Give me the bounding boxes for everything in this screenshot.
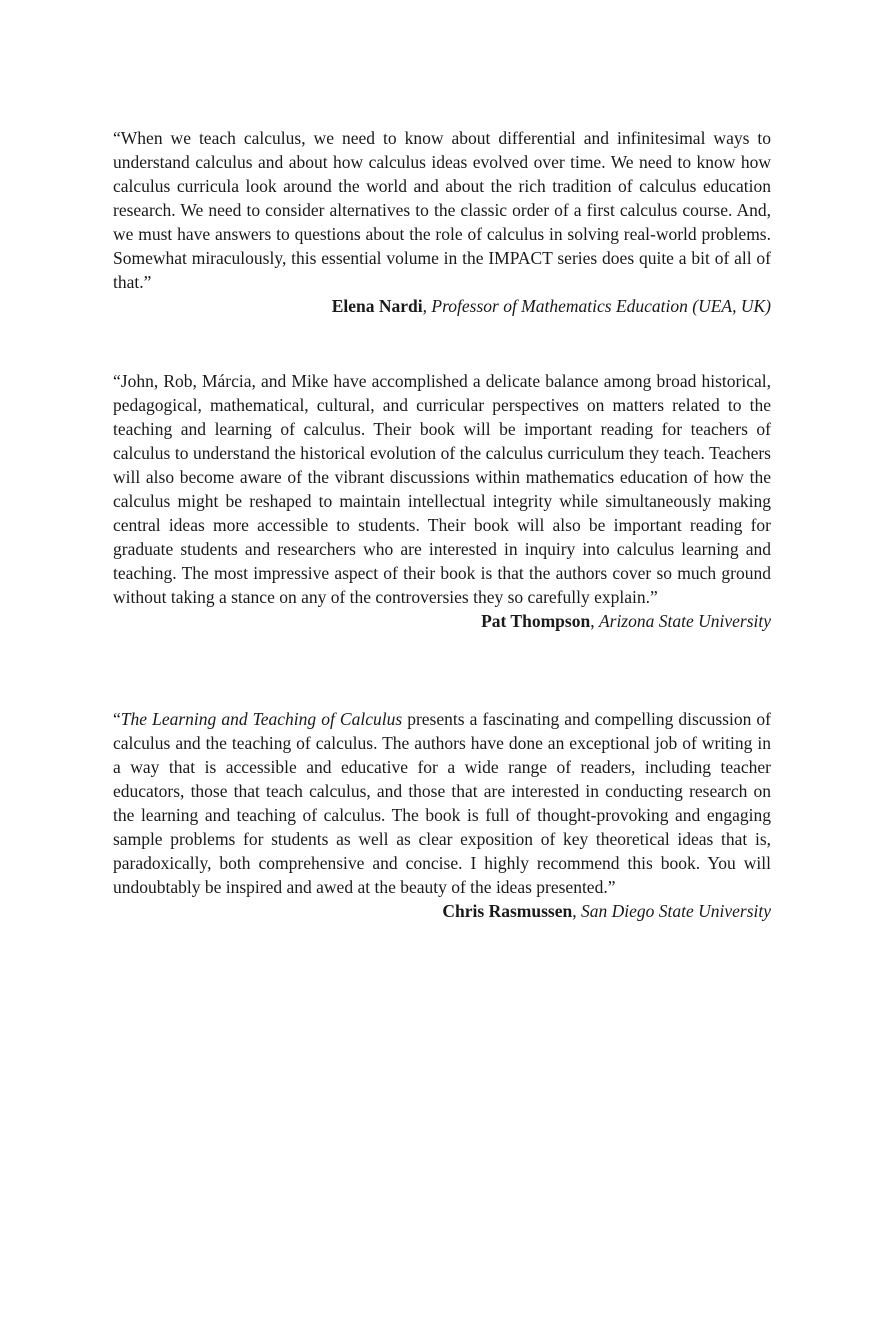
attribution-separator: , <box>572 901 581 921</box>
author-affiliation: San Diego State University <box>580 901 771 921</box>
quote-text: John, Rob, Márcia, and Mike have accomplished a delicate balance among broad historical, pedagogical, mathematical, cultural, and curricular perspectives on matters related to the teaching and learning of calculus. Their book will be important reading for teachers of calculus to understand the historical evolution of the calculus curriculum they teach. Teachers will also become aware of the vibrant discussions within mathematics education of how the calculus might be reshaped to maintain intellectual integrity while simultaneously making central ideas more accessible to students. Their book will also be important reading for graduate students and researchers who are interested in inquiry into calculus learning and teaching. The most impressive aspect of their book is that the authors cover so much ground without taking a stance on any of the controversies they so carefully explain.” <box>113 371 771 607</box>
quote-text: When we teach calculus, we need to know about differential and infinitesimal ways to understand calculus and about how calculus ideas evolved over time. We need to know how calculus curricula look around the world and about the rich tradition of calculus education research. We need to consider alternatives to the classic order of a first calculus course. And, we must have answers to questions about the role of calculus in solving real-world problems. Somewhat miraculously, this essential volume in the IMPACT series does quite a bit of all of that.” <box>113 128 771 292</box>
attribution-separator: , <box>422 296 432 316</box>
author-affiliation: Arizona State University <box>598 611 771 631</box>
book-title: The Learning and Teaching of Calculus <box>120 709 403 729</box>
testimonial-attribution <box>113 609 771 633</box>
testimonial <box>113 369 771 633</box>
opening-quote-mark: “ <box>113 371 121 391</box>
testimonial-quote <box>113 707 771 899</box>
attribution-separator: , <box>590 611 599 631</box>
quote-text: presents a fascinating and compelling discussion of calculus and the teaching of calculus. The authors have done an exceptional job of writing in a way that is accessible and educative for a wide range of readers, including teacher educators, those that teach calculus, and those that are interested in conducting research on the learning and teaching of calculus. The book is full of thought-provoking and engaging sample problems for students as well as clear exposition of key theoretical ideas that is, paradoxically, both comprehensive and concise. I highly recommend this book. You will undoubtably be inspired and awed at the beauty of the ideas presented.” <box>113 709 771 897</box>
testimonial <box>113 707 771 923</box>
testimonial-quote <box>113 126 771 294</box>
opening-quote-mark: “ <box>113 709 121 729</box>
testimonial-attribution <box>113 294 771 318</box>
testimonial-attribution <box>113 899 771 923</box>
testimonial-quote <box>113 369 771 609</box>
testimonial <box>113 126 771 318</box>
author-affiliation: Professor of Mathematics Education (UEA, UK) <box>431 296 771 316</box>
opening-quote-mark: “ <box>113 128 121 148</box>
author-name: Elena Nardi <box>331 296 423 316</box>
author-name: Chris Rasmussen <box>442 901 573 921</box>
author-name: Pat Thompson <box>481 611 591 631</box>
